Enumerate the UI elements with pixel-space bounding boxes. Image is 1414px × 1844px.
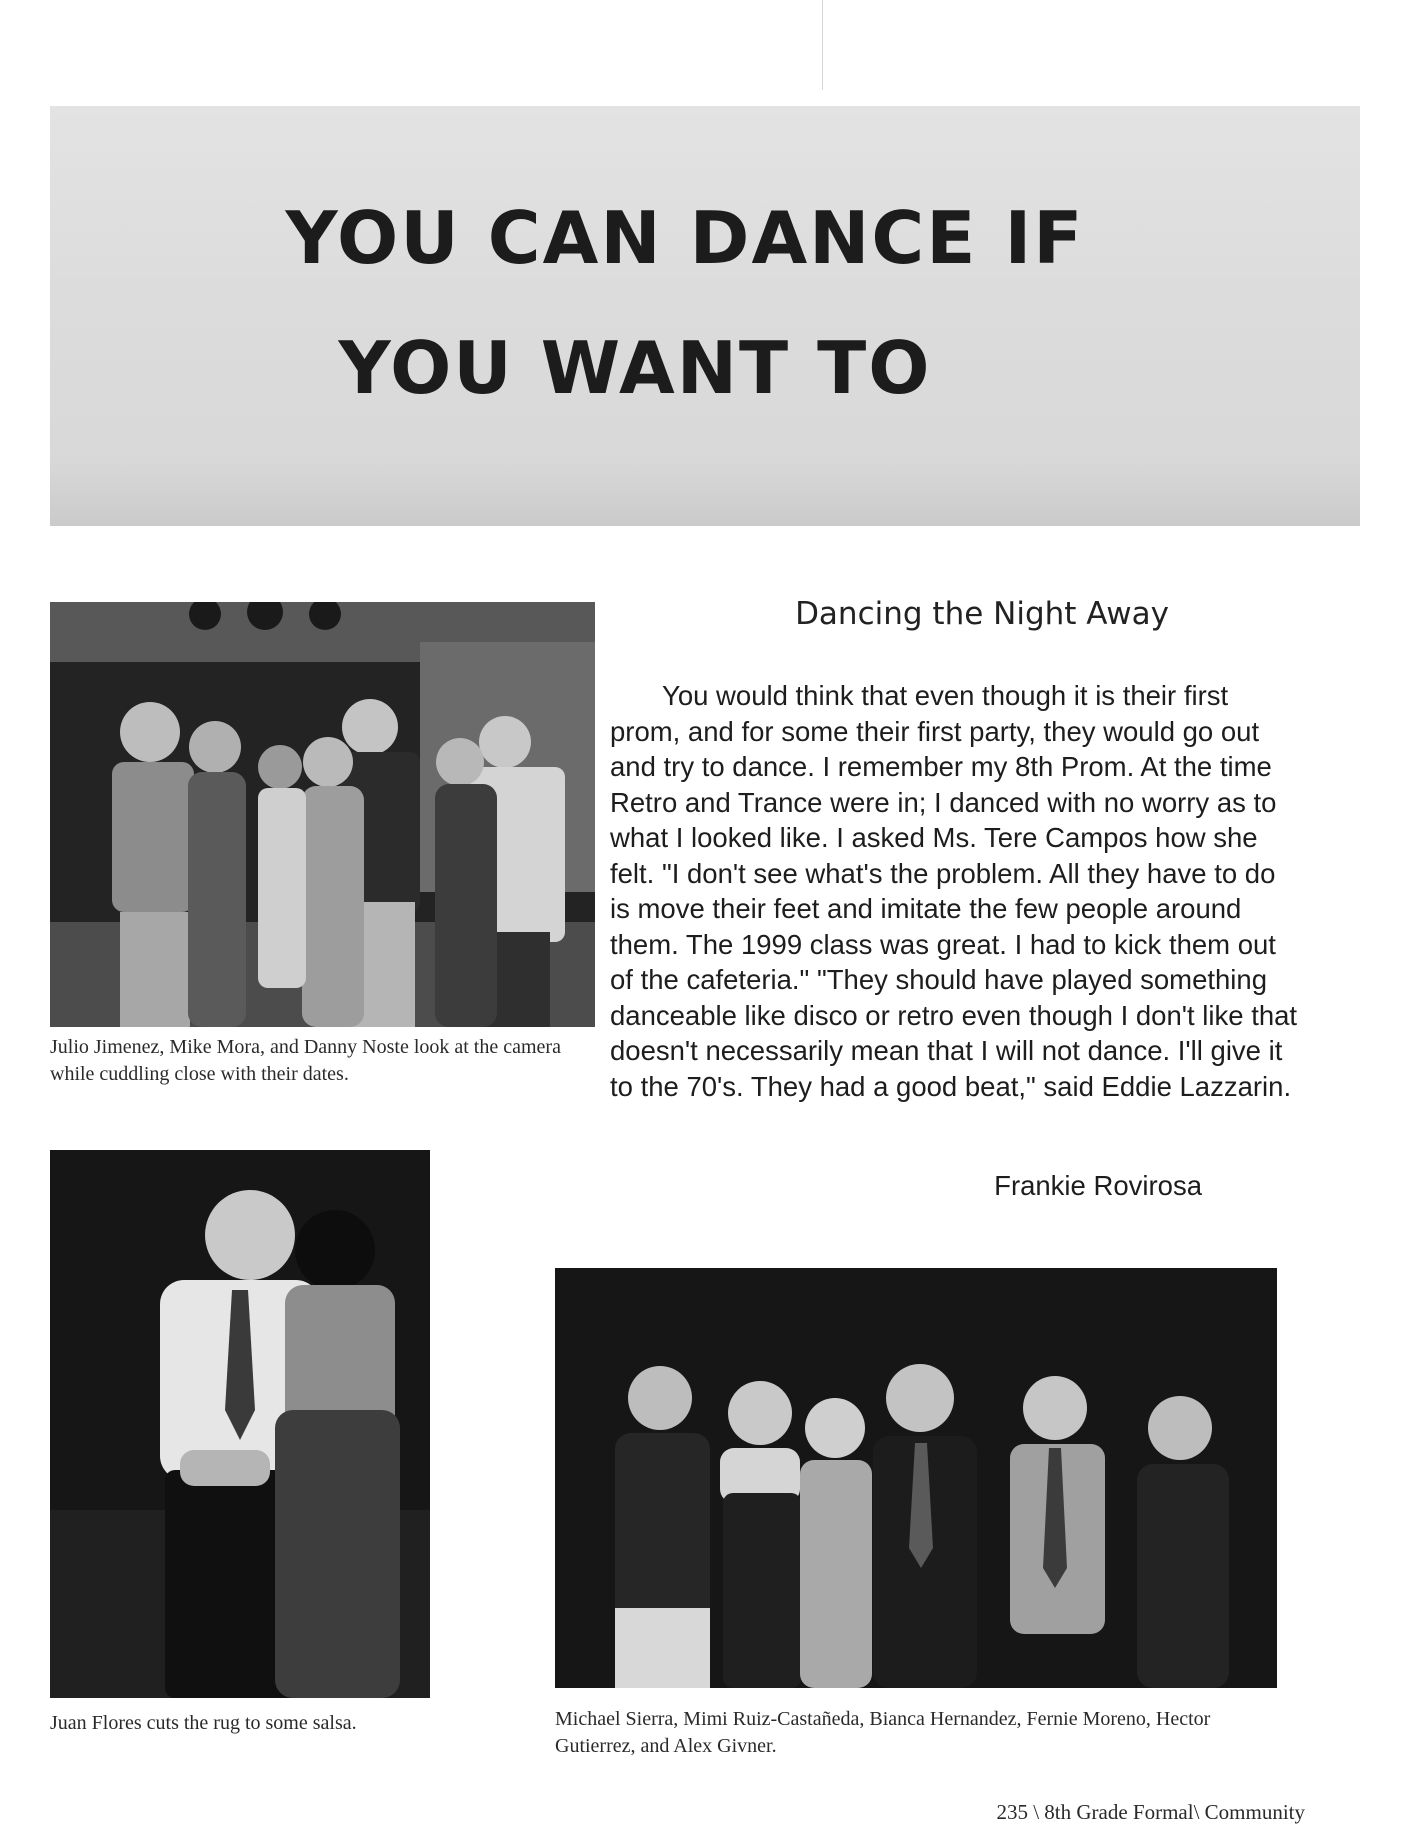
title-banner <box>50 106 1360 526</box>
title-line-2: YOU WANT TO <box>338 326 932 410</box>
page-crease <box>822 0 823 90</box>
page-folio: 235 \ 8th Grade Formal\ Community <box>996 1800 1305 1824</box>
title-line-1: YOU CAN DANCE IF <box>285 196 1085 280</box>
story-byline: Frankie Rovirosa <box>994 1170 1202 1201</box>
story-body: You would think that even though it is their first prom, and for some their first party, they would go out and try to dance. I remember my 8th Prom. At the time Retro and Trance were in; I danced with no worry as to what I looked like. I asked Ms. Tere Campos how she felt. "I don't see what's the problem. All they have to do is move their feet and imitate the few people around them. The 1999 class was great. I had to kick them out of the cafeteria." "They should have played something danceable like disco or retro even though I don't like that doesn't necessarily mean that I will not dance. I'll give it to the 70's. They had a good beat," said Eddie Lazzarin. <box>610 680 1298 1102</box>
caption-group-portrait: Michael Sierra, Mimi Ruiz-Castañeda, Bianca Hernandez, Fernie Moreno, Hector Gutierrez, and Alex Givner. <box>555 1708 1211 1757</box>
photo-couples-dancing <box>50 602 595 1027</box>
caption-salsa-dancer: Juan Flores cuts the rug to some salsa. <box>50 1712 357 1734</box>
photo-group-portrait <box>555 1268 1277 1688</box>
caption-couples-dancing: Julio Jimenez, Mike Mora, and Danny Noste look at the camera while cuddling close with their dates. <box>50 1036 561 1085</box>
photo-salsa-dancer <box>50 1150 430 1698</box>
story-subhead: Dancing the Night Away <box>795 596 1169 632</box>
